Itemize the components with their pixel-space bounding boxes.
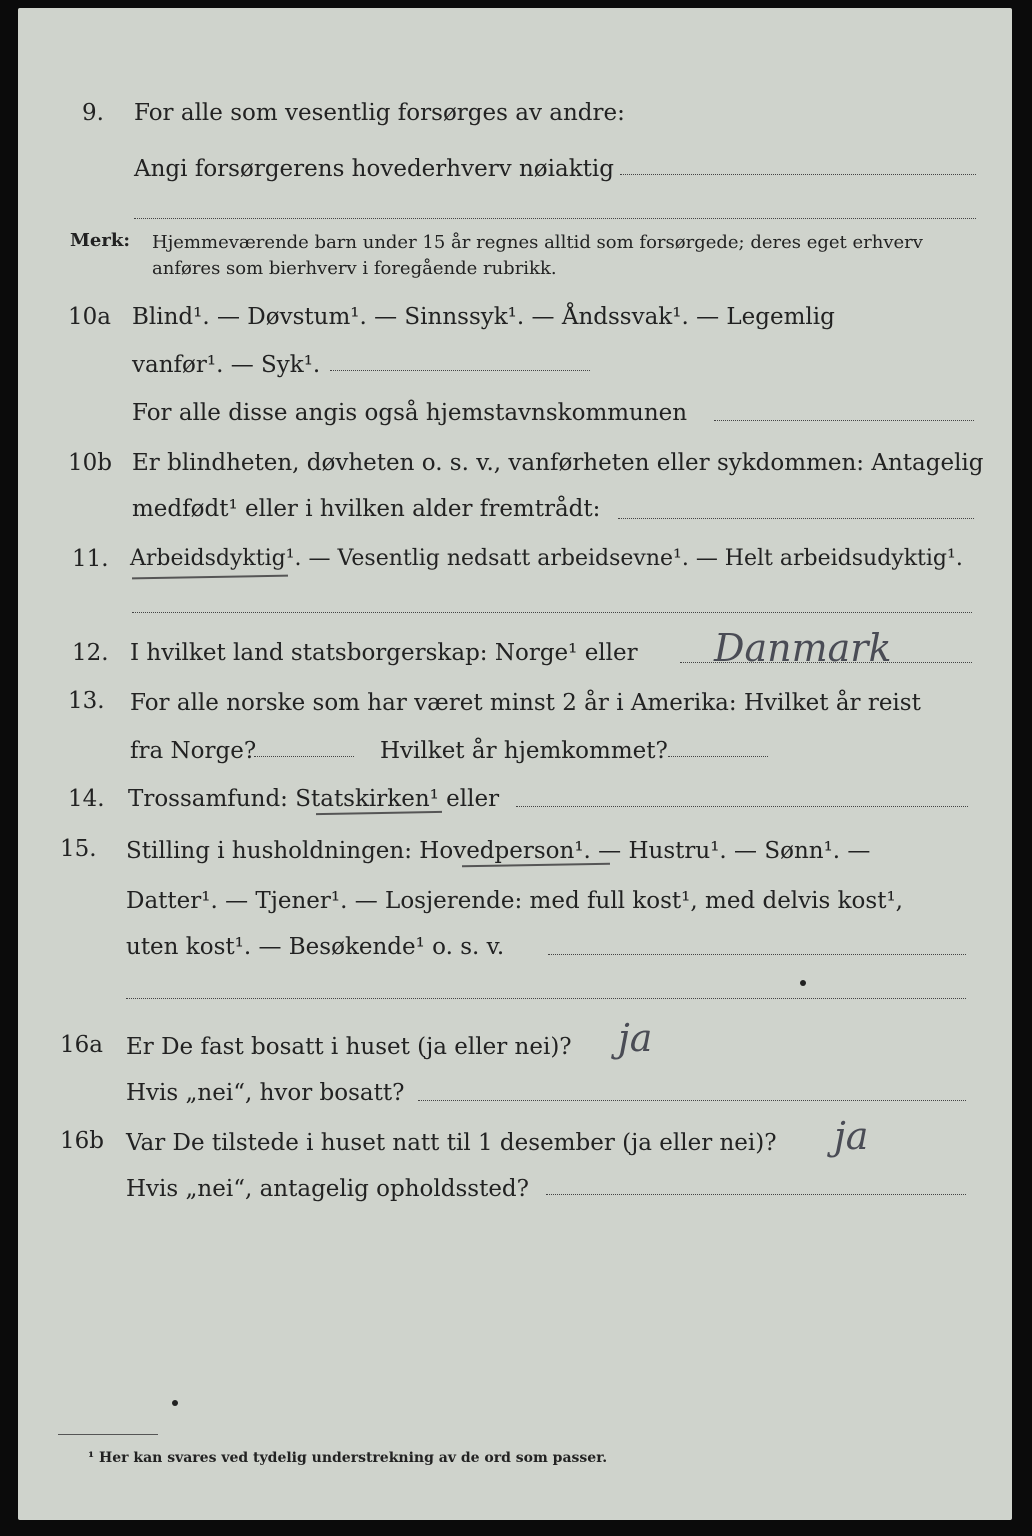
item-15-line2: Datter¹. — Tjener¹. — Losjerende: med full kost¹, med delvis kost¹, [126, 888, 903, 914]
item-10a-syk-line[interactable] [330, 370, 590, 371]
item-9-extra-line[interactable] [134, 218, 976, 219]
item-14-number: 14. [68, 786, 105, 812]
item-16a-handwritten-answer: ja [618, 1016, 653, 1060]
footnote-rule [58, 1434, 158, 1435]
item-10b-line2: medfødt¹ eller i hvilken alder fremtrådt: [132, 496, 601, 522]
item-9-line1: For alle som vesentlig forsørges av andre: [134, 100, 625, 126]
item-15-answer-line[interactable] [548, 954, 966, 955]
item-10b-line1: Er blindheten, døvheten o. s. v., vanførheten eller sykdommen: Antagelig [132, 450, 984, 476]
item-15-number: 15. [60, 836, 97, 862]
item-10a-line2: vanfør¹. — Syk¹. [132, 352, 321, 378]
item-16a-number: 16a [60, 1032, 103, 1058]
census-form-page [18, 8, 1012, 1520]
merk-label: Merk: [70, 230, 130, 251]
item-15-line3: uten kost¹. — Besøkende¹ o. s. v. [126, 934, 505, 960]
item-12-handwritten-answer: Danmark [714, 626, 892, 670]
item-15-extra-line[interactable] [126, 998, 966, 999]
item-16b-number: 16b [60, 1128, 104, 1154]
item-10a-line1: Blind¹. — Døvstum¹. — Sinnssyk¹. — Åndssvak¹. — Legemlig [132, 304, 835, 330]
merk-line1: Hjemmeværende barn under 15 år regnes alltid som forsørgede; deres eget erhverv [152, 232, 923, 253]
item-16a-line1: Er De fast bosatt i huset (ja eller nei)? [126, 1034, 572, 1060]
item-16b-answer-line[interactable] [546, 1194, 966, 1195]
item-10a-line3: For alle disse angis også hjemstavnskommunen [132, 400, 688, 426]
item-16b-line1: Var De tilstede i huset natt til 1 desember (ja eller nei)? [126, 1130, 777, 1156]
ink-dot-lower [172, 1400, 178, 1406]
item-10b-answer-line[interactable] [618, 518, 974, 519]
item-11-line1: Arbeidsdyktig¹. — Vesentlig nedsatt arbeidsevne¹. — Helt arbeidsudyktig¹. [130, 546, 963, 571]
item-12-number: 12. [72, 640, 109, 666]
item-13-line2a: fra Norge? [130, 738, 257, 764]
item-10b-number: 10b [68, 450, 112, 476]
item-10a-number: 10a [68, 304, 111, 330]
merk-line2: anføres som bierhverv i foregående rubrikk. [152, 258, 557, 279]
item-13-hjemkommet-line[interactable] [668, 756, 768, 757]
ink-dot [800, 980, 806, 986]
item-11-number: 11. [72, 546, 109, 572]
item-16b-line2: Hvis „nei“, antagelig opholdssted? [126, 1176, 529, 1202]
item-13-reist-line[interactable] [254, 756, 354, 757]
item-15-line1: Stilling i husholdningen: Hovedperson¹. — Hustru¹. — Sønn¹. — [126, 838, 871, 864]
item-10a-answer-line[interactable] [714, 420, 974, 421]
item-11-extra-line[interactable] [132, 612, 972, 613]
item-16b-handwritten-answer: ja [834, 1114, 869, 1158]
item-13-line2b: Hvilket år hjemkommet? [380, 738, 668, 764]
item-11-handwritten-underline [132, 575, 288, 580]
item-14-answer-line[interactable] [516, 806, 968, 807]
item-9-answer-line[interactable] [620, 174, 976, 175]
item-13-number: 13. [68, 688, 105, 714]
footnote: ¹ Her kan svares ved tydelig understrekning av de ord som passer. [88, 1450, 608, 1466]
item-9-number: 9. [82, 100, 104, 126]
item-12-line1: I hvilket land statsborgerskap: Norge¹ eller [130, 640, 638, 666]
item-9-line2: Angi forsørgerens hovederhverv nøiaktig [134, 156, 614, 182]
item-16a-answer-line[interactable] [418, 1100, 966, 1101]
item-16a-line2: Hvis „nei“, hvor bosatt? [126, 1080, 405, 1106]
item-14-line1: Trossamfund: Statskirken¹ eller [128, 786, 500, 812]
item-13-line1: For alle norske som har været minst 2 år i Amerika: Hvilket år reist [130, 690, 921, 716]
